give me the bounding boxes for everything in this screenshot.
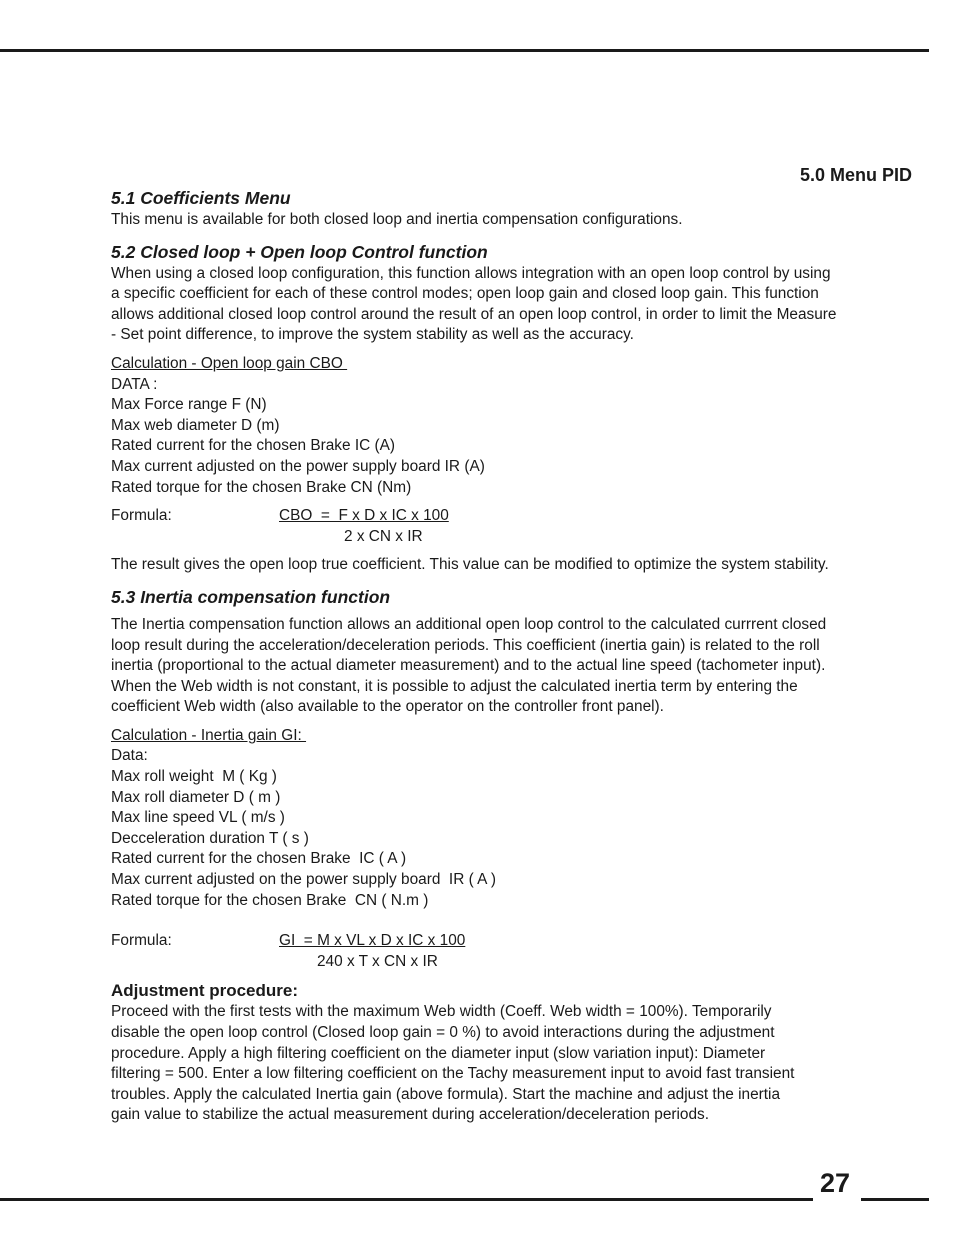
paragraph-line: procedure. Apply a high filtering coefficient on the diameter input (slow variation input): Diameter <box>111 1044 766 1062</box>
gi-formula <box>111 931 923 972</box>
paragraph-line: a specific coefficient for each of these control modes; open loop gain and closed loop gain. This function <box>111 285 819 303</box>
paragraph-line: Proceed with the first tests with the maximum Web width (Coeff. Web width = 100%). Temporarily <box>111 1003 772 1021</box>
gi-calculation <box>111 726 923 911</box>
paragraph-line: coefficient Web width (also available to the operator on the controller front panel). <box>111 698 664 716</box>
section-5-1 <box>111 187 923 231</box>
section-5-1-title: 5.1 Coefficients Menu <box>111 188 291 208</box>
adjustment-title: Adjustment procedure: <box>111 981 299 1001</box>
paragraph-line: disable the open loop control (Closed loop gain = 0 %) to avoid interactions during the adjustment <box>111 1024 775 1041</box>
section-5-3-title: 5.3 Inertia compensation function <box>111 586 391 607</box>
paragraph-line: loop result during the acceleration/deceleration periods. This coefficient (inertia gain) is related to the roll <box>111 636 820 654</box>
gi-data-line: Max roll diameter D ( m ) <box>111 788 281 806</box>
gi-data-line: Decceleration duration T ( s ) <box>111 829 309 847</box>
gi-formula-numerator: GI = M x VL x D x IC x 100 <box>279 932 466 950</box>
paragraph-line: The Inertia compensation function allows an additional open loop control to the calculated currrent closed <box>111 615 827 633</box>
paragraph-line: troubles. Apply the calculated Inertia gain (above formula). Start the machine and adjust the inertia <box>111 1085 781 1103</box>
gi-data-line: Max roll weight M ( Kg ) <box>111 768 277 786</box>
top-rule <box>0 49 929 52</box>
paragraph-line: filtering = 500. Enter a low filtering coefficient on the Tachy measurement input to avoid fast transient <box>111 1065 795 1083</box>
cbo-formula-denominator: 2 x CN x IR <box>344 527 423 545</box>
cbo-data-line: Rated torque for the chosen Brake CN (Nm) <box>111 478 412 496</box>
section-5-1-text: This menu is available for both closed loop and inertia compensation configurations. <box>111 211 683 228</box>
gi-data-line: Rated torque for the chosen Brake CN ( N.m ) <box>111 891 429 909</box>
section-5-3-paragraph <box>111 615 923 718</box>
gi-formula-row <box>111 931 923 952</box>
cbo-calculation <box>111 354 923 498</box>
cbo-formula <box>111 506 923 547</box>
bottom-rule-left <box>0 1198 813 1201</box>
cbo-data-line: Max web diameter D (m) <box>111 416 280 434</box>
section-5-2 <box>111 241 923 576</box>
cbo-data-line: Max Force range F (N) <box>111 396 267 414</box>
gi-data-line: Rated current for the chosen Brake IC ( A ) <box>111 850 407 868</box>
cbo-data-line: Max current adjusted on the power supply board IR (A) <box>111 457 485 475</box>
menu-title: 5.0 Menu PID <box>799 165 912 185</box>
cbo-result-text: The result gives the open loop true coefficient. This value can be modified to optimize the system stability. <box>111 556 829 574</box>
cbo-formula-row <box>111 506 923 527</box>
cbo-calc-title: Calculation - Open loop gain CBO <box>111 354 348 372</box>
cbo-data-line: DATA : <box>111 375 158 393</box>
cbo-formula-label: Formula: <box>111 507 172 525</box>
adjustment-paragraph <box>111 1002 923 1126</box>
gi-data-line: Max current adjusted on the power supply board IR ( A ) <box>111 871 496 889</box>
cbo-formula-numerator: CBO = F x D x IC x 100 <box>279 507 449 525</box>
gi-formula-denominator: 240 x T x CN x IR <box>317 952 438 970</box>
gi-calc-title: Calculation - Inertia gain GI: <box>111 726 307 744</box>
gi-formula-label: Formula: <box>111 932 172 950</box>
gi-data-line: Max line speed VL ( m/s ) <box>111 809 285 827</box>
paragraph-line: gain value to stabilize the actual measurement during acceleration/deceleration periods. <box>111 1106 710 1124</box>
bottom-rule-right <box>861 1198 929 1201</box>
paragraph-line: When the Web width is not constant, it is possible to adjust the calculated inertia term by entering the <box>111 677 798 695</box>
section-5-2-title: 5.2 Closed loop + Open loop Control function <box>111 241 488 262</box>
adjustment-procedure <box>111 980 923 1126</box>
paragraph-line: - Set point difference, to improve the system stability as well as the accuracy. <box>111 326 634 344</box>
paragraph-line: When using a closed loop configuration, this function allows integration with an open loop control by using <box>111 264 831 282</box>
page-content <box>111 163 923 1126</box>
cbo-data-line: Rated current for the chosen Brake IC (A) <box>111 437 395 455</box>
page-number: 27 <box>820 1168 851 1198</box>
section-5-2-paragraph <box>111 264 923 346</box>
section-5-3 <box>111 586 923 973</box>
gi-data-line: Data: <box>111 747 148 765</box>
paragraph-line: inertia (proportional to the actual diameter measurement) and to the actual line speed (tachometer input). <box>111 657 826 675</box>
paragraph-line: allows additional closed loop control around the result of an open loop control, in order to limit the Measure <box>111 305 837 323</box>
